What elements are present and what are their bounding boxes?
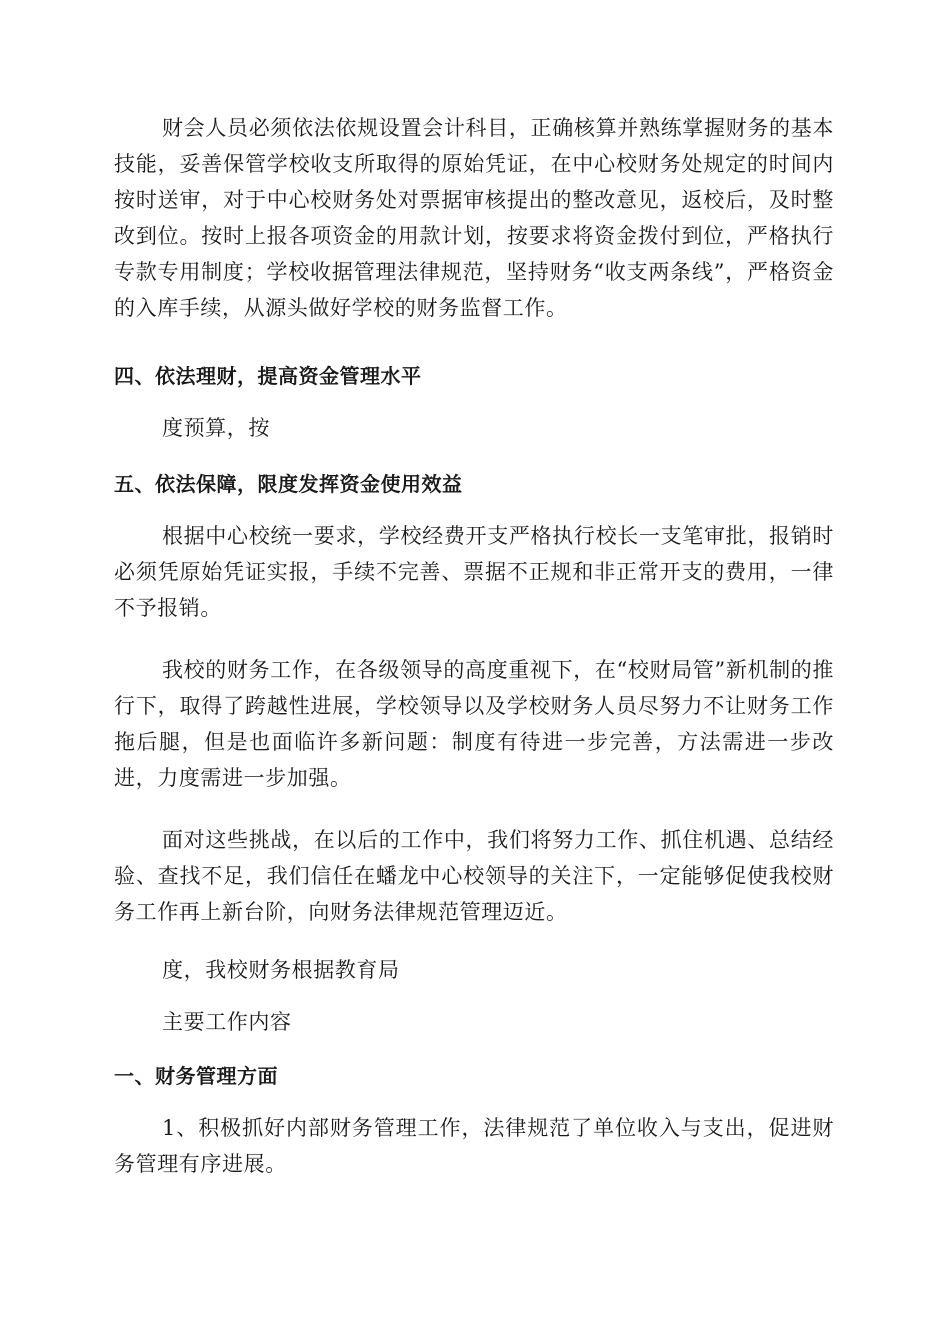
paragraph-reimbursement: 根据中心校统一要求，学校经费开支严格执行校长一支笔审批，报销时必须凭原始凭证实报，手续不完善、票据不正规和非正常开支的费用，一律不予报销。 [114,524,834,620]
heading-section-5: 五、依法保障，限度发挥资金使用效益 [114,472,463,496]
heading-section-1: 一、财务管理方面 [114,1064,278,1088]
paragraph-accounting-duties: 财会人员必须依法依规设置会计科目，正确核算并熟练掌握财务的基本技能，妥善保管学校收支所取得的原始凭证，在中心校财务处规定的时间内按时送审，对于中心校财务处对票据审核提出的整改意见，返校后，及时整改到位。按时上报各项资金的用款计划，按要求将资金拨付到位，严格执行专款专用制度；学校收据管理法律规范，坚持财务“收支两条线”，严格资金的入库手续，从源头做好学校的财务监督工作。 [114,116,834,320]
paragraph-internal-management: 1、积极抓好内部财务管理工作，法律规范了单位收入与支出，促进财务管理有序进展。 [114,1116,834,1176]
paragraph-budget-fragment: 度预算，按 [162,416,270,440]
paragraph-achievements: 我校的财务工作，在各级领导的高度重视下，在“校财局管”新机制的推行下，取得了跨越性进展，学校领导以及学校财务人员尽努力不让财务工作拖后腿，但是也面临许多新问题：制度有待进一步完善，方法需进一步改进，力度需进一步加强。 [114,658,834,790]
heading-section-4: 四、依法理财，提高资金管理水平 [114,364,422,388]
paragraph-main-work-content: 主要工作内容 [162,1010,292,1034]
paragraph-fragment-education-bureau: 度，我校财务根据教育局 [162,958,400,982]
paragraph-outlook: 面对这些挑战，在以后的工作中，我们将努力工作、抓住机遇、总结经验、查找不足，我们信任在蟠龙中心校领导的关注下，一定能够促使我校财务工作再上新台阶，向财务法律规范管理迈近。 [114,828,834,924]
